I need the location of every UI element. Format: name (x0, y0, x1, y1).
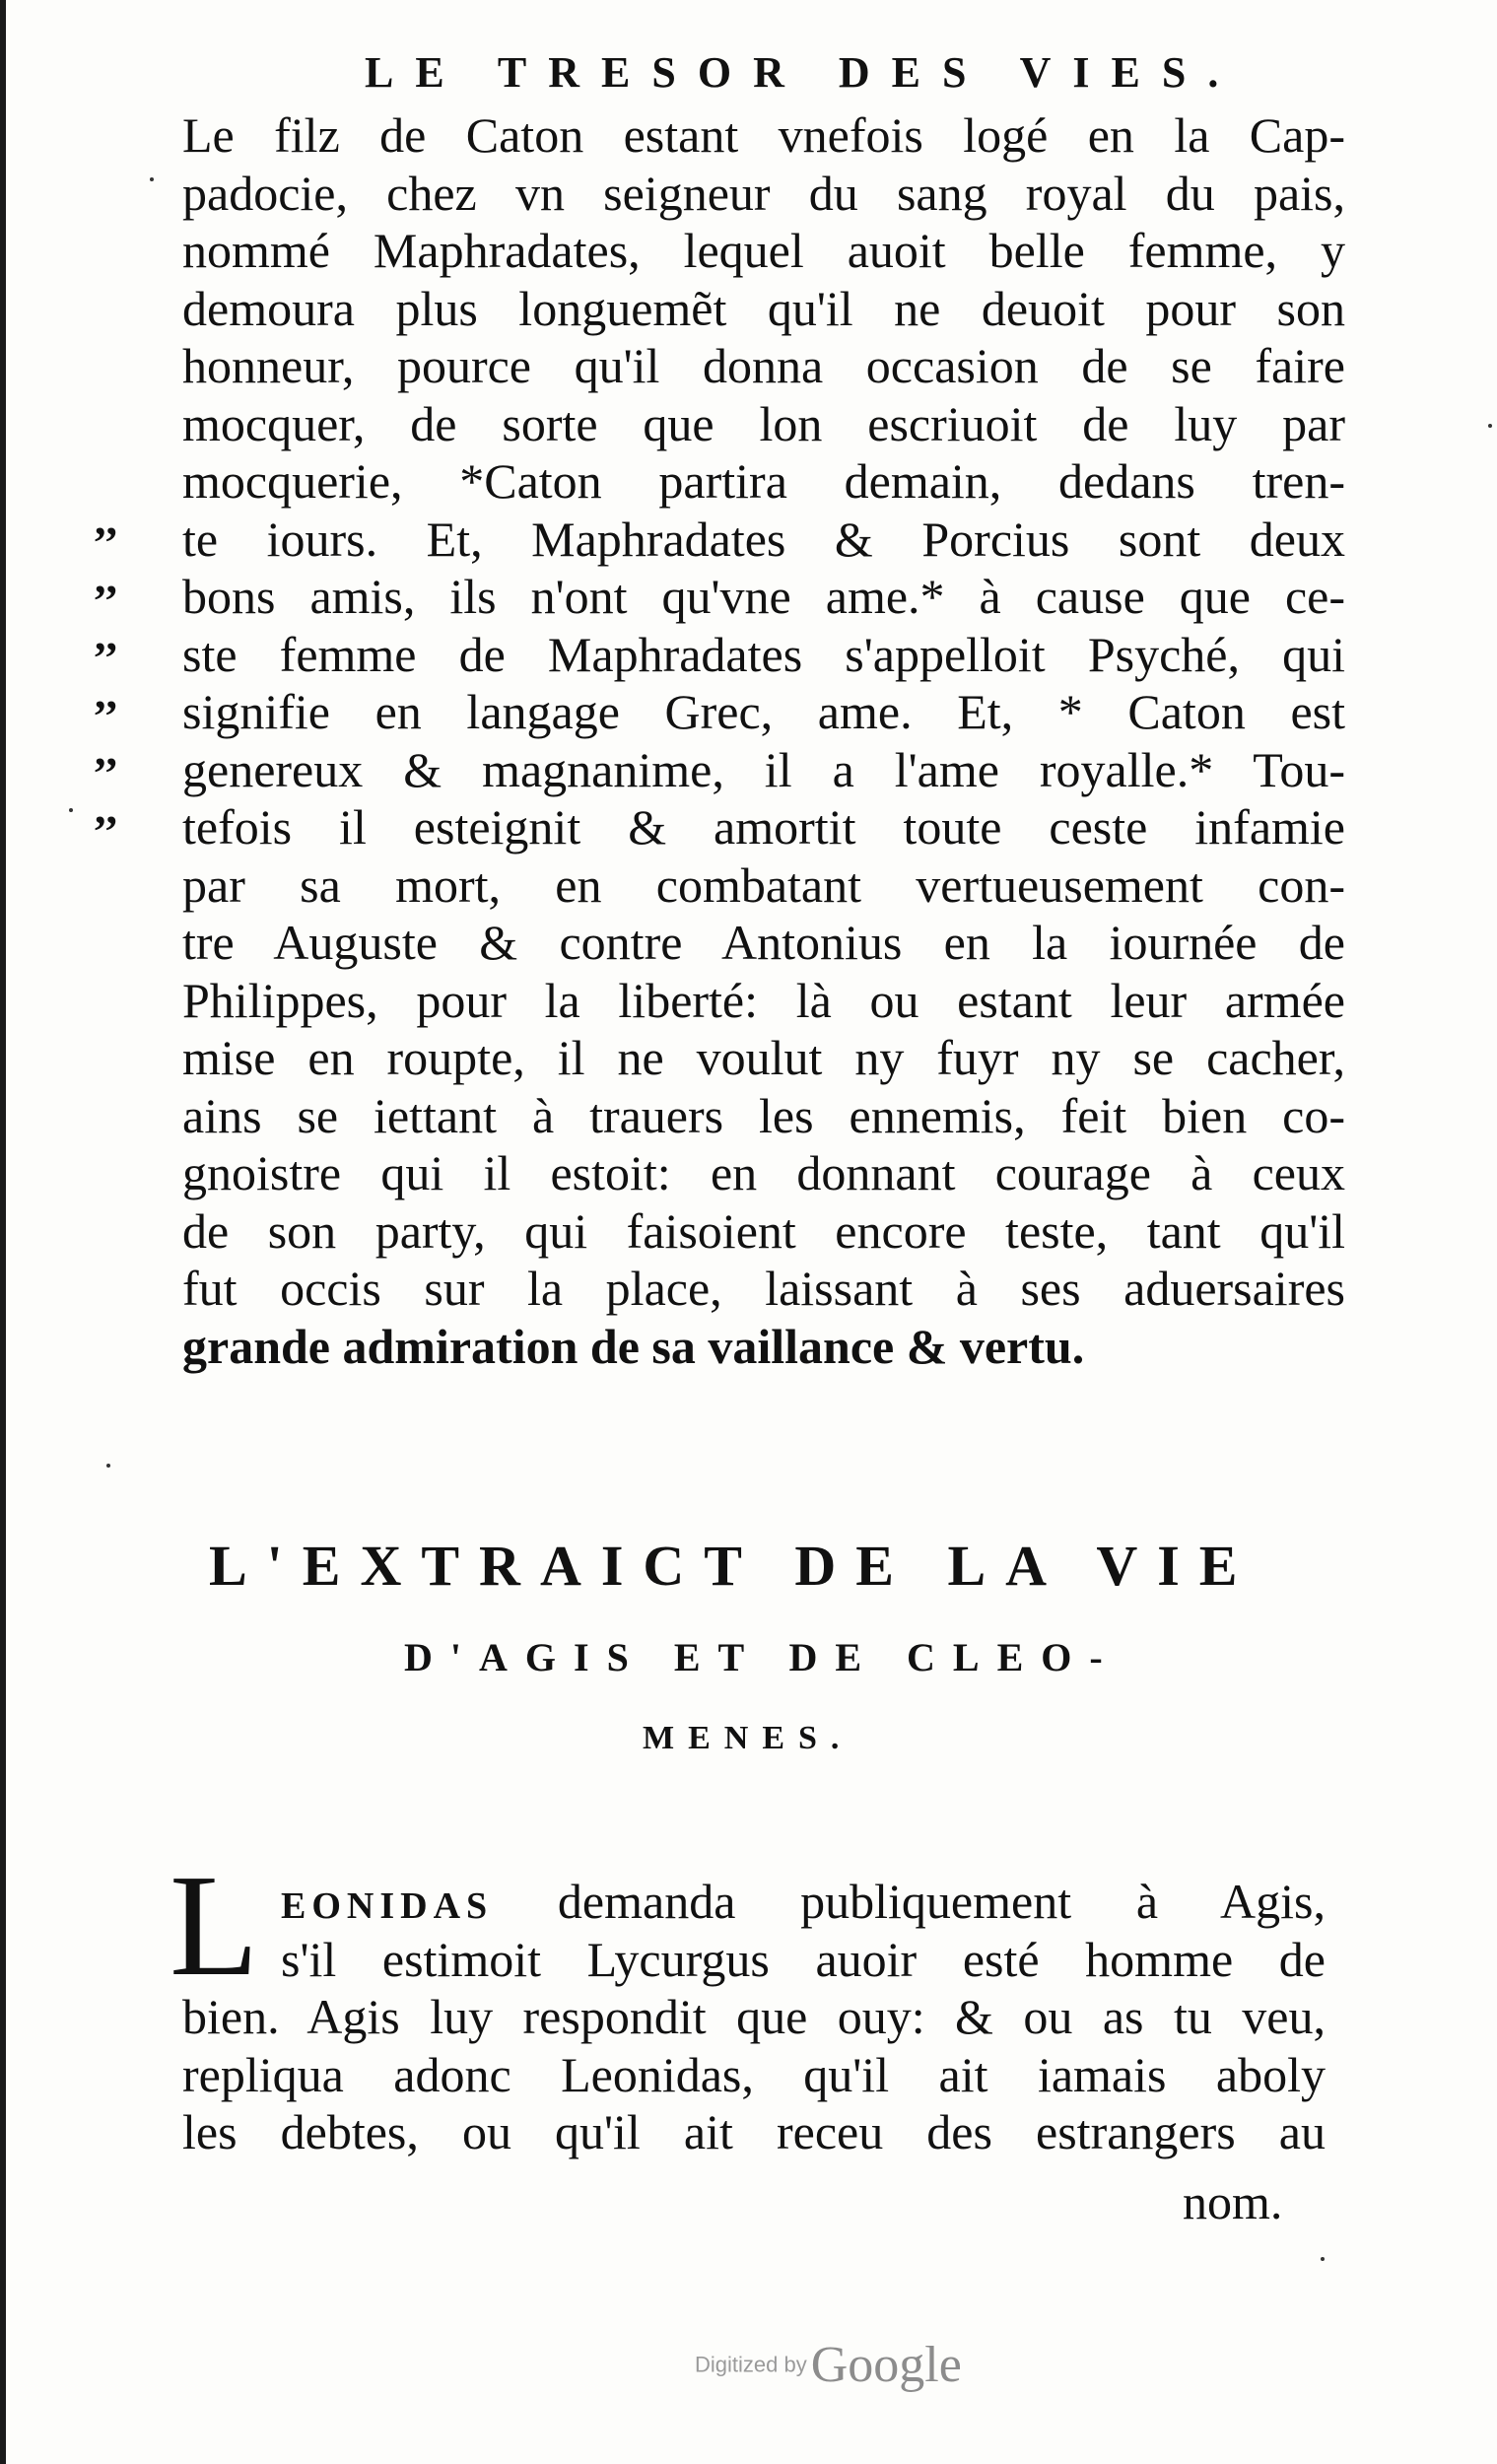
watermark-prefix: Digitized by (695, 2352, 807, 2377)
quote-mark: ,, (95, 666, 117, 718)
text-line: repliqua adonc Leonidas, qu'il ait iamais aboly (182, 2046, 1326, 2102)
text-line: bons amis, ils n'ont qu'vne ame.* à cause que ce- (182, 569, 1345, 624)
text-line: bien. Agis luy respondit que ouy: & ou as tu veu, (182, 1989, 1326, 2044)
text-line: fut occis sur la place, laissant à ses aduersaires (182, 1261, 1345, 1316)
quote-mark: ,, (95, 494, 117, 544)
text-line: padocie, chez vn seigneur du sang royal du pais, (182, 165, 1345, 221)
ink-speck (69, 808, 73, 812)
text-line: genereux & magnanime, il a l'ame royalle.* Tou- (182, 741, 1345, 797)
catchword: nom. (1183, 2174, 1283, 2229)
page-edge-shadow (0, 0, 6, 2464)
text-line: ains se iettant à trauers les ennemis, feit bien co- (182, 1087, 1345, 1143)
running-head: LE TRESOR DES VIES. (365, 48, 1241, 97)
text-line: nommé Maphradates, lequel auoit belle femme, y (182, 223, 1345, 278)
text-line: mocquer, de sorte que lon escriuoit de luy par (182, 395, 1345, 451)
quote-mark: ,, (95, 724, 117, 775)
text-line: tefois il esteignit & amortit toute ceste infamie (182, 799, 1345, 855)
text-line: mocquerie, *Caton partira demain, dedans tren- (182, 453, 1345, 509)
section-heading: L'EXTRAICT DE LA VIE (209, 1534, 1258, 1598)
text-line: mise en roupte, il ne voulut ny fuyr ny se cacher, (182, 1030, 1345, 1085)
drop-cap: L (170, 1845, 259, 2007)
text-line: les debtes, ou qu'il ait receu des estrangers au (182, 2104, 1326, 2159)
text-line: par sa mort, en combatant vertueusement con- (182, 856, 1345, 913)
quote-mark: ,, (95, 551, 117, 602)
chapter-text (182, 1873, 1326, 2161)
ink-speck (150, 177, 154, 181)
text-line: gnoistre qui il estoit: en donnant courage à ceux (182, 1145, 1345, 1200)
lead-in-word: EONIDAS (281, 1885, 494, 1927)
first-line-text: demanda publiquement à Agis, (557, 1874, 1327, 1929)
text-line: tre Auguste & contre Antonius en la iournée de (182, 915, 1345, 970)
text-line: demoura plus longuemẽt qu'il ne deuoit pour son (182, 280, 1345, 336)
section-heading-line-3: MENES. (643, 1720, 853, 1756)
text-line: honneur, pource qu'il donna occasion de se faire (182, 338, 1345, 393)
marginal-quote-marks (95, 491, 154, 837)
text-line: de son party, qui faisoient encore teste, tant qu'il (182, 1202, 1345, 1259)
section-heading-line-2: D'AGIS ET DE CLEO- (404, 1635, 1121, 1679)
text-line-first (182, 1873, 1326, 1931)
text-line: te iours. Et, Maphradates & Porcius sont deux (182, 511, 1345, 567)
digitized-watermark (695, 2336, 1010, 2394)
quote-mark: ,, (95, 609, 117, 659)
ink-speck (106, 1464, 110, 1468)
google-logo: Google (810, 2337, 962, 2393)
text-line: Philippes, pour la liberté: là ou estant leur armée (182, 972, 1345, 1028)
text-line: ste femme de Maphradates s'appelloit Psyché, qui (182, 626, 1345, 682)
ink-speck (1321, 2257, 1325, 2261)
ink-speck (1488, 424, 1492, 428)
text-line: s'il estimoit Lycurgus auoir esté homme de (281, 1931, 1326, 1987)
quote-mark: ,, (95, 782, 117, 833)
text-line: Le filz de Caton estant vnefois logé en la Cap- (182, 107, 1345, 163)
text-line: grande admiration de sa vaillance & vertu. (182, 1318, 1085, 1374)
passage-text (182, 106, 1345, 1375)
text-line: signifie en langage Grec, ame. Et, * Caton est (182, 684, 1345, 739)
